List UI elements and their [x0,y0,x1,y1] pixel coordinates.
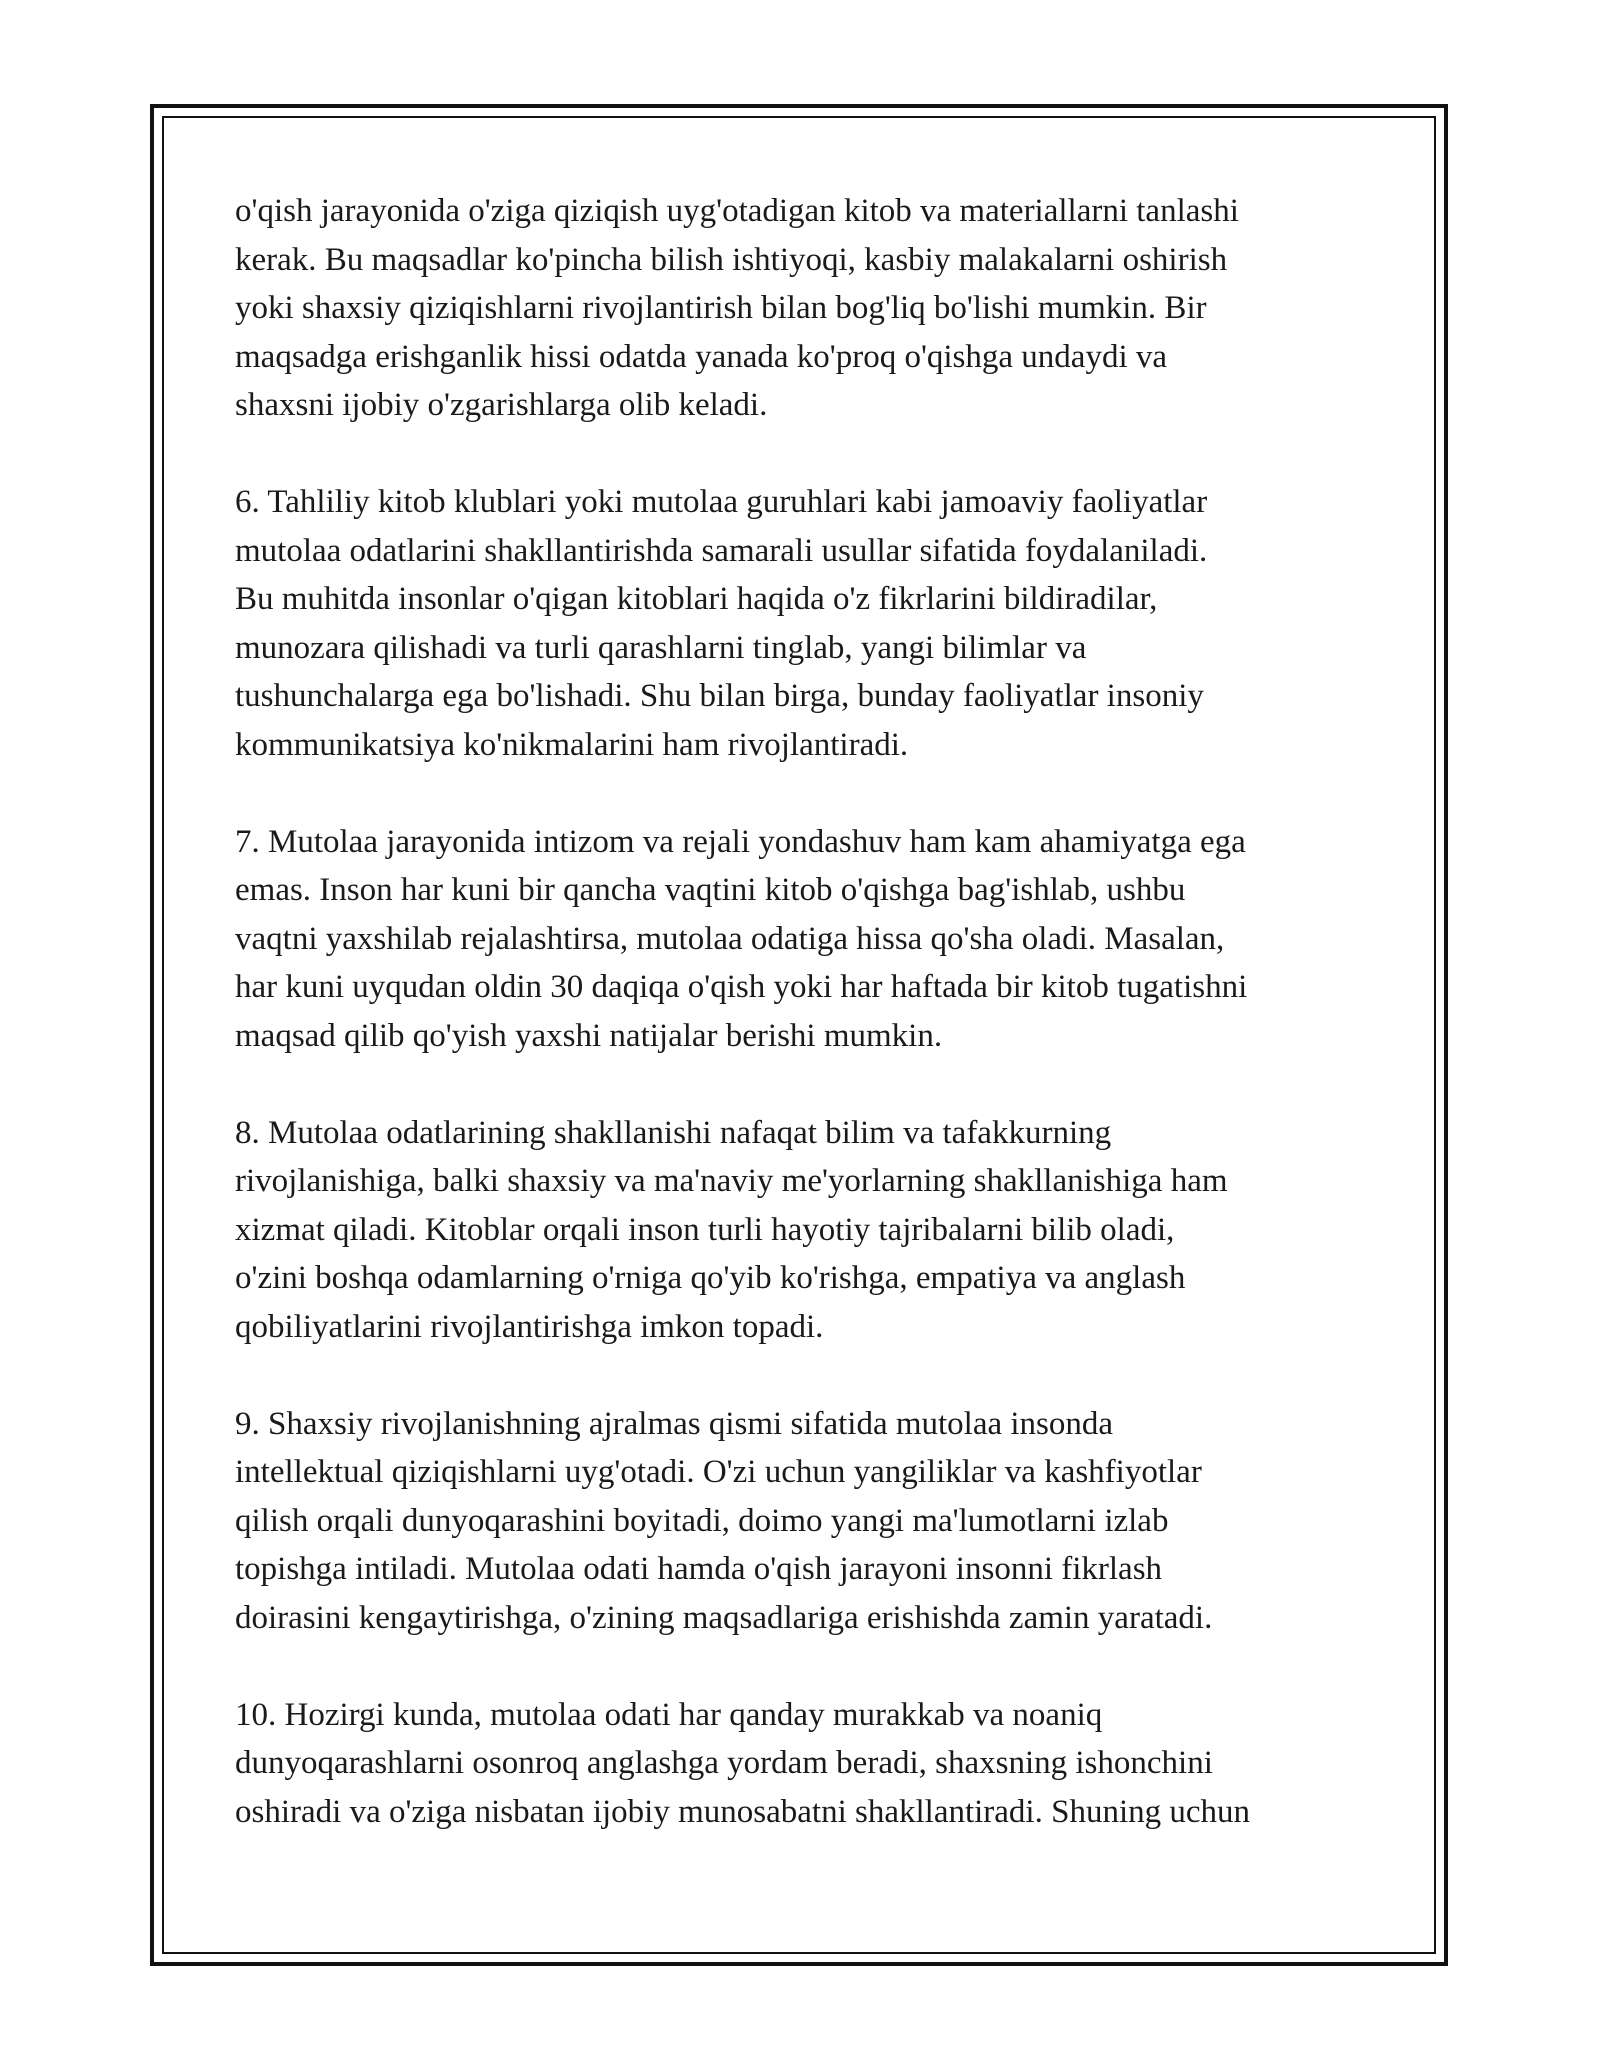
text-line: xizmat qiladi. Kitoblar orqali inson turli hayotiy tajribalarni bilib oladi, [235,1211,1175,1248]
text-line: 10. Hozirgi kunda, mutolaa odati har qanday murakkab va noaniq [235,1696,1103,1733]
text-line: 8. Mutolaa odatlarining shakllanishi nafaqat bilim va tafakkurning [235,1114,1112,1151]
paragraph-6 [235,478,1385,769]
text-line: yoki shaxsiy qiziqishlarni rivojlantirish bilan bog'liq bo'lishi mumkin. Bir [235,290,1207,326]
text-line: topishga intiladi. Mutolaa odati hamda o'qish jarayoni insonni fikrlash [235,1551,1163,1587]
text-line: 6. Tahliliy kitob klublari yoki mutolaa guruhlari kabi jamoaviy faoliyatlar [235,484,1208,520]
document-body [235,187,1385,1885]
text-line: 7. Mutolaa jarayonida intizom va rejali yondashuv ham kam ahamiyatga ega [235,823,1246,860]
text-line: tushunchalarga ega bo'lishadi. Shu bilan birga, bunday faoliyatlar insoniy [235,678,1204,714]
text-line: maqsadga erishganlik hissi odatda yanada ko'proq o'qishga undaydi va [235,338,1168,375]
text-line: 9. Shaxsiy rivojlanishning ajralmas qismi sifatida mutolaa insonda [235,1405,1114,1442]
paragraph-7 [235,818,1385,1061]
paragraph-10 [235,1691,1385,1837]
text-line: har kuni uyqudan oldin 30 daqiqa o'qish yoki har haftada bir kitob tugatishni [235,969,1248,1005]
text-line: oshiradi va o'ziga nisbatan ijobiy munosabatni shakllantiradi. Shuning uchun [235,1793,1251,1830]
paragraph-8 [235,1109,1385,1352]
text-line: qobiliyatlarini rivojlantirishga imkon topadi. [235,1308,824,1345]
text-line: mutolaa odatlarini shakllantirishda samarali usullar sifatida foydalaniladi. [235,532,1208,569]
text-line: kerak. Bu maqsadlar ko'pincha bilish ishtiyoqi, kasbiy malakalarni oshirish [235,241,1228,278]
text-line: dunyoqarashlarni osonroq anglashga yordam beradi, shaxsning ishonchini [235,1745,1213,1781]
text-line: emas. Inson har kuni bir qancha vaqtini kitob o'qishga bag'ishlab, ushbu [235,872,1186,908]
text-line: shaxsni ijobiy o'zgarishlarga olib keladi. [235,387,768,423]
text-line: qilish orqali dunyoqarashini boyitadi, doimo yangi ma'lumotlarni izlab [235,1502,1169,1539]
text-line: intellektual qiziqishlarni uyg'otadi. O'zi uchun yangiliklar va kashfiyotlar [235,1454,1202,1490]
text-line: Bu muhitda insonlar o'qigan kitoblari haqida o'z fikrlarini bildiradilar, [235,581,1158,617]
text-line: kommunikatsiya ko'nikmalarini ham rivojlantiradi. [235,726,909,763]
text-line: rivojlanishiga, balki shaxsiy va ma'naviy me'yorlarning shakllanishiga ham [235,1163,1228,1199]
text-line: o'zini boshqa odamlarning o'rniga qo'yib ko'rishga, empatiya va anglash [235,1260,1186,1296]
text-line: maqsad qilib qo'yish yaxshi natijalar berishi mumkin. [235,1017,943,1054]
text-line: vaqtni yaxshilab rejalashtirsa, mutolaa odatiga hissa qo'sha oladi. Masalan, [235,920,1225,957]
paragraph-9 [235,1400,1385,1643]
text-line: munozara qilishadi va turli qarashlarni tinglab, yangi bilimlar va [235,629,1087,666]
paragraph-continuation [235,187,1385,430]
text-line: doirasini kengaytirishga, o'zining maqsadlariga erishishda zamin yaratadi. [235,1599,1213,1636]
text-line: o'qish jarayonida o'ziga qiziqish uyg'otadigan kitob va materiallarni tanlashi [235,193,1239,229]
